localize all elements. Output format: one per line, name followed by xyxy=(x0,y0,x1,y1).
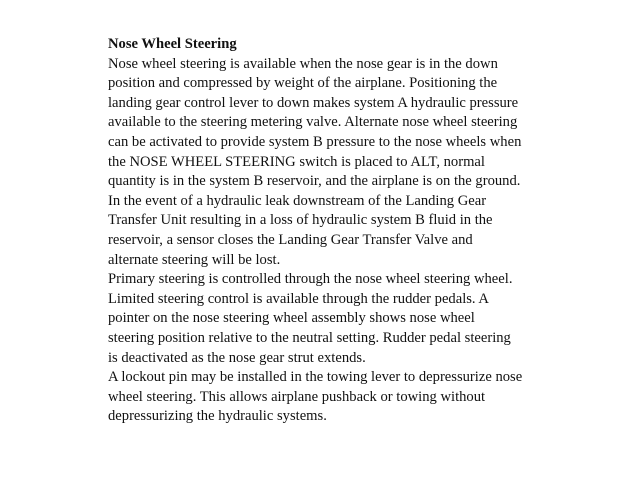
text-line: Nose wheel steering is available when the nose gear is in the down xyxy=(108,55,498,72)
text-line: Limited steering control is available through the rudder pedals. A xyxy=(108,290,489,307)
text-line: A lockout pin may be installed in the towing lever to depressurize nose xyxy=(108,369,523,386)
text-line: reservoir, a sensor closes the Landing Gear Transfer Valve and xyxy=(108,231,473,248)
document-title: Nose Wheel Steering xyxy=(108,36,237,52)
text-line: alternate steering will be lost. xyxy=(108,251,281,268)
text-line: In the event of a hydraulic leak downstream of the Landing Gear xyxy=(108,192,487,209)
text-line: depressurizing the hydraulic systems. xyxy=(108,408,327,425)
document-body xyxy=(108,35,608,427)
text-line: wheel steering. This allows airplane pushback or towing without xyxy=(108,388,486,405)
text-line: is deactivated as the nose gear strut extends. xyxy=(108,349,366,366)
text-line: quantity is in the system B reservoir, and the airplane is on the ground. xyxy=(108,173,521,190)
text-line: landing gear control lever to down makes system A hydraulic pressure xyxy=(108,94,519,111)
text-line: Primary steering is controlled through the nose wheel steering wheel. xyxy=(108,271,513,288)
text-line: pointer on the nose steering wheel assembly shows nose wheel xyxy=(108,310,475,327)
text-line: can be activated to provide system B pressure to the nose wheels when xyxy=(108,133,522,150)
text-line: Transfer Unit resulting in a loss of hydraulic system B fluid in the xyxy=(108,212,493,229)
text-line: the NOSE WHEEL STEERING switch is placed to ALT, normal xyxy=(108,153,485,170)
text-line: steering position relative to the neutral setting. Rudder pedal steering xyxy=(108,329,511,346)
text-line: available to the steering metering valve. Alternate nose wheel steering xyxy=(108,114,518,131)
text-line: position and compressed by weight of the airplane. Positioning the xyxy=(108,75,498,92)
